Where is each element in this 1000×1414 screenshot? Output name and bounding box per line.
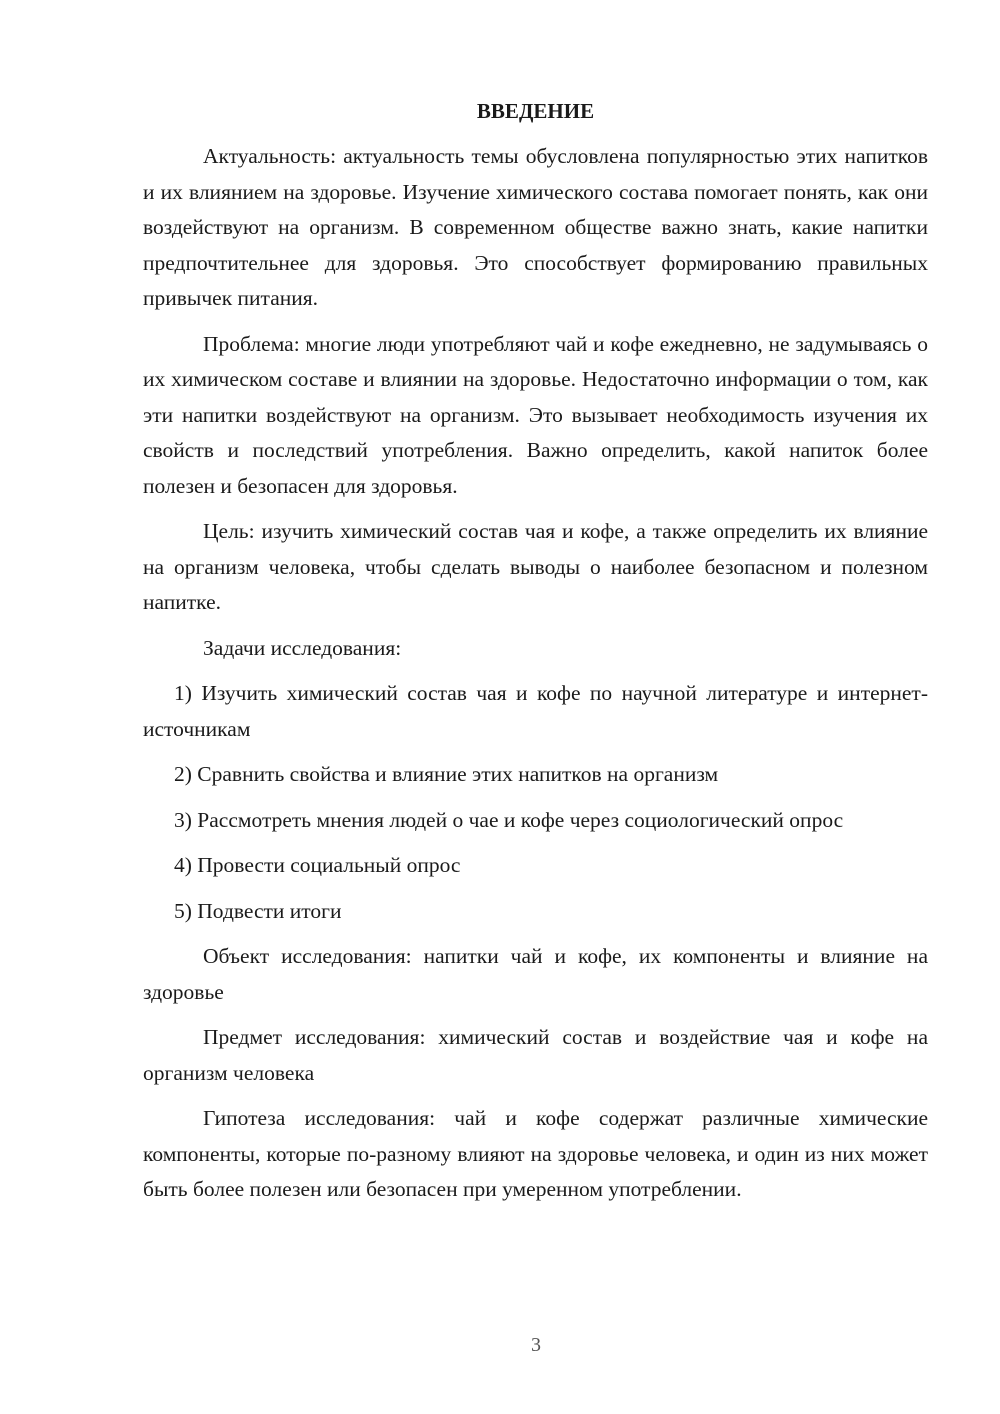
- task-item-3: 3) Рассмотреть мнения людей о чае и кофе через социологический опрос: [174, 807, 844, 832]
- paragraph-relevance: Актуальность: актуальность темы обусловлена популярностью этих напитков и их влиянием на здоровье. Изучение химического состава помогает понять, как они воздействуют на организм. В современном обществе важно знать, какие напитки предпочтительнее для здоровья. Это способствует формированию правильных привычек питания.: [143, 144, 928, 310]
- paragraph-hypothesis: Гипотеза исследования: чай и кофе содержат различные химические компоненты, которые по-разному влияют на здоровье человека, и один из них может быть более полезен или безопасен при умеренном употреблении.: [143, 1106, 928, 1201]
- paragraph-subject: Предмет исследования: химический состав и воздействие чая и кофе на организм человека: [143, 1025, 928, 1085]
- task-item-1: 1) Изучить химический состав чая и кофе по научной литературе и интернет-источникам: [143, 681, 928, 741]
- task-item-4: 4) Провести социальный опрос: [174, 853, 461, 877]
- tasks-title: Задачи исследования:: [203, 635, 402, 660]
- document-page: [143, 95, 928, 1218]
- paragraph-problem: Проблема: многие люди употребляют чай и кофе ежедневно, не задумываясь о их химическом составе и влиянии на здоровье. Недостаточно информации о том, как эти напитки воздействуют на организм. Это вызывает необходимость изучения их свойств и последствий употребления. Важно определить, какой напиток более полезен и безопасен для здоровья.: [143, 331, 928, 498]
- task-item-2: 2) Сравнить свойства и влияние этих напитков на организм: [174, 762, 719, 786]
- section-heading: ВВЕДЕНИЕ: [476, 99, 595, 123]
- paragraph-goal: Цель: изучить химический состав чая и кофе, а также определить их влияние на организм человека, чтобы сделать выводы о наиболее безопасном и полезном напитке.: [143, 519, 928, 614]
- task-item-5: 5) Подвести итоги: [174, 898, 342, 923]
- page-number: 3: [531, 1334, 541, 1356]
- paragraph-object: Объект исследования: напитки чай и кофе, их компоненты и влияние на здоровье: [143, 944, 928, 1004]
